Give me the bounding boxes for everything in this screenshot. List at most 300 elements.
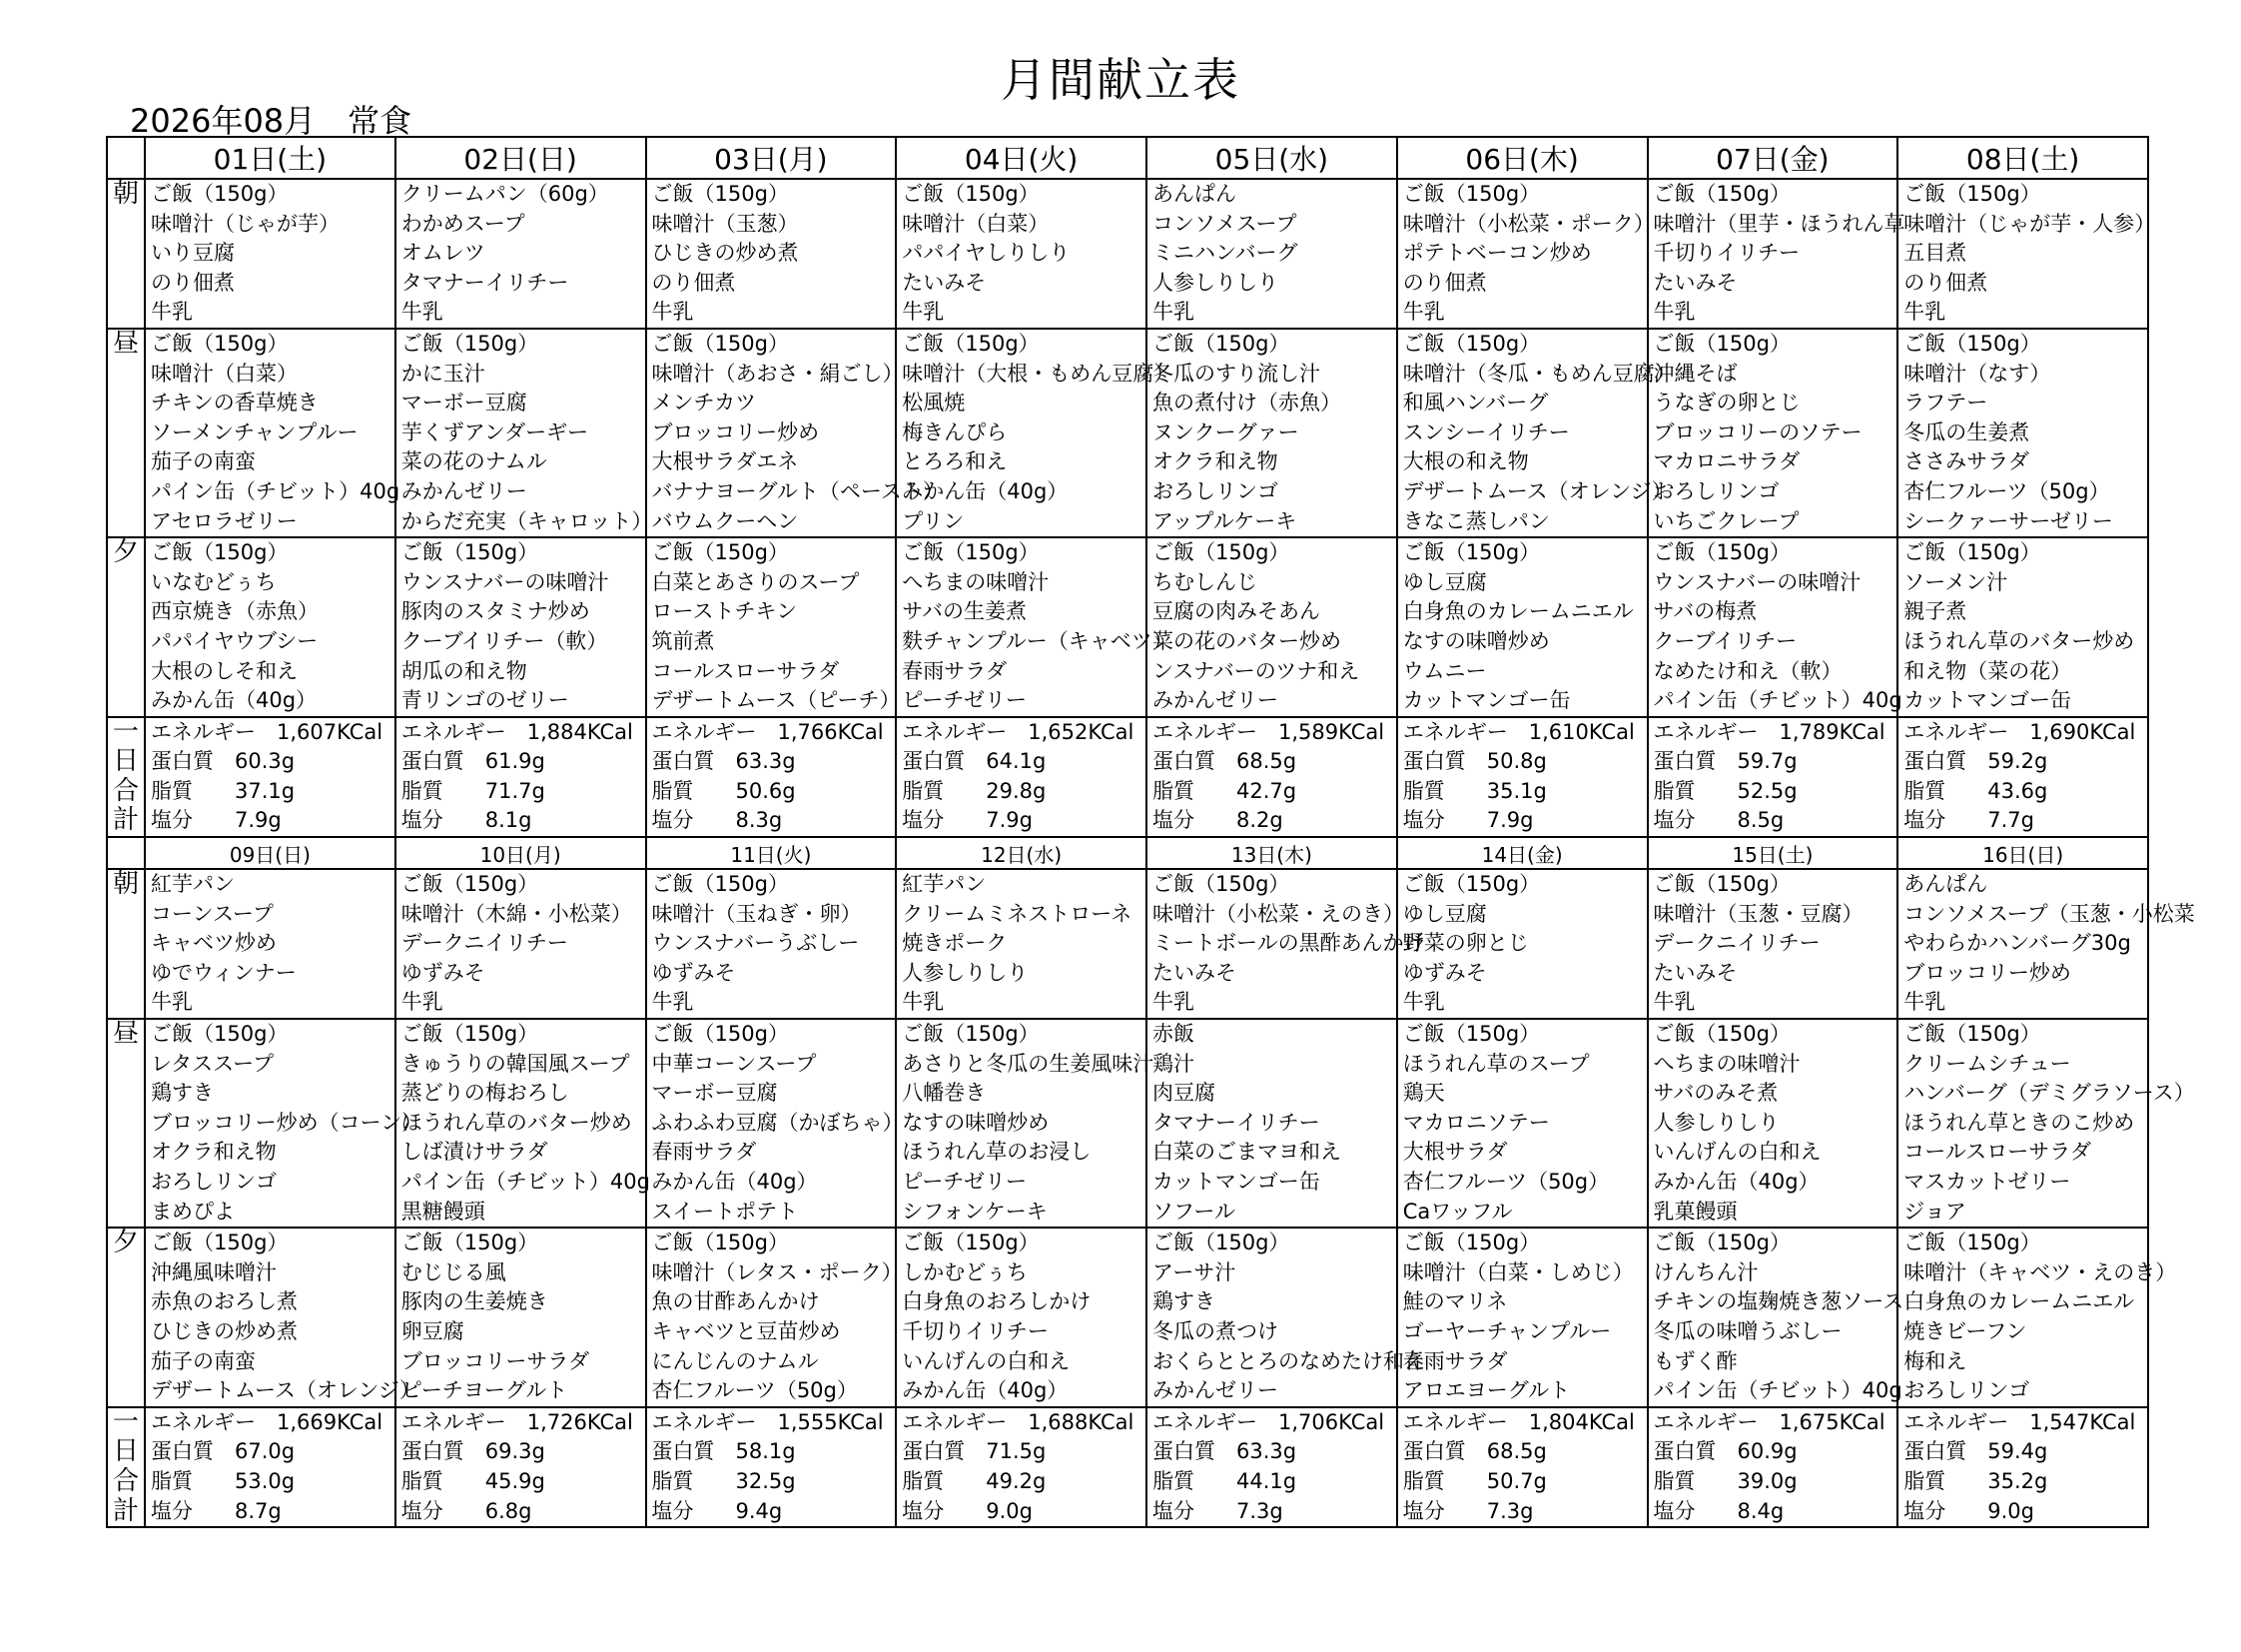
menu-item: ご飯（150g） [1653, 540, 1791, 565]
menu-item: 味噌汁（里芋・ほうれん草 [1653, 211, 1905, 236]
nutrition-value: エネルギー 1,789KCal [1653, 719, 1885, 744]
menu-item: ご飯（150g） [902, 1022, 1040, 1047]
menu-item: 野菜の卵とじ [1402, 931, 1529, 956]
menu-item: のり佃煮 [151, 270, 235, 295]
menu-item: 杏仁フルーツ（50g） [1903, 478, 2110, 503]
page-title: 月間献立表 [1001, 53, 1240, 107]
menu-item: 白菜のごまマヨ和え [1152, 1140, 1341, 1165]
nutrition-value: 蛋白質 69.3g [400, 1439, 545, 1464]
menu-item: 牛乳 [902, 990, 945, 1015]
menu-item: 牛乳 [1152, 990, 1194, 1015]
menu-item: 菜の花のナムル [400, 449, 547, 474]
date-header: 05日(水) [1146, 137, 1397, 179]
daily-total-label-char: 合 [112, 1465, 139, 1496]
menu-item: 大根の和え物 [1402, 449, 1529, 474]
menu-item: デザートムース（オレンジ） [1402, 478, 1673, 503]
menu-item: ブロッコリーサラダ [400, 1348, 590, 1373]
menu-item: へちまの味噌汁 [902, 569, 1050, 594]
breakfast-cell [145, 179, 395, 329]
menu-item: キャベツ炒め [151, 931, 277, 956]
menu-item: 赤飯 [1152, 1022, 1194, 1047]
menu-item: 味噌汁（なす） [1903, 361, 2051, 386]
daily-total-row [107, 717, 2148, 837]
lunch-cell [896, 1019, 1154, 1228]
menu-item: 大根サラダ [1402, 1140, 1508, 1165]
menu-item: なめたけ和え（軟） [1653, 658, 1843, 683]
date-header: 16日(日) [1897, 837, 2148, 869]
menu-item: アロエヨーグルト [1402, 1378, 1571, 1403]
lunch-cell [395, 329, 653, 537]
menu-item: みかん缶（40g） [902, 1378, 1069, 1403]
breakfast-cell [1897, 869, 2195, 1019]
menu-item: 味噌汁（キャベツ・えのき） [1903, 1259, 2177, 1284]
breakfast-cell [1648, 179, 1905, 329]
date-header: 08日(土) [1897, 137, 2148, 179]
lunch-cell [1146, 329, 1397, 537]
nutrition-value: 蛋白質 50.8g [1402, 749, 1547, 774]
menu-item: 千切りイリチー [902, 1318, 1049, 1343]
menu-item: ブロッコリー炒め [1903, 960, 2071, 985]
menu-item: 西京焼き（赤魚） [151, 599, 319, 624]
nutrition-value: エネルギー 1,610KCal [1402, 719, 1635, 744]
nutrition-cell [1648, 717, 1898, 837]
nutrition-value: 蛋白質 59.4g [1903, 1439, 2048, 1464]
menu-item: 紅芋パン [151, 872, 235, 897]
menu-item: 肉豆腐 [1152, 1081, 1215, 1106]
menu-item: たいみそ [1152, 960, 1236, 985]
menu-item: 紅芋パン [902, 872, 987, 897]
menu-item: 大根サラダエネ [651, 449, 799, 474]
menu-item: みかんゼリー [1152, 1378, 1278, 1403]
menu-item: ほうれん草のスープ [1402, 1051, 1590, 1076]
menu-item: ご飯（150g） [1152, 1231, 1290, 1255]
nutrition-value: 脂質 37.1g [151, 778, 296, 803]
menu-item: 白身魚のおろしかけ [902, 1289, 1092, 1314]
menu-item: ご飯（150g） [1653, 1022, 1791, 1047]
daily-total-label-char: 日 [112, 1436, 139, 1467]
breakfast-cell [896, 869, 1146, 1019]
menu-item: 牛乳 [1903, 990, 1946, 1015]
menu-item: 味噌汁（白菜） [151, 361, 298, 386]
dinner-cell [646, 537, 901, 717]
menu-item: ひじきの炒め煮 [151, 1318, 298, 1343]
menu-item: 牛乳 [902, 300, 945, 325]
menu-item: きなこ蒸しパン [1402, 508, 1550, 533]
menu-item: ご飯（150g） [151, 540, 289, 565]
dinner-cell [145, 1228, 420, 1407]
menu-item: きゅうりの韓国風スープ [400, 1051, 630, 1076]
menu-item: 魚の甘酢あんかけ [651, 1289, 820, 1314]
menu-item: 魚の煮付け（赤魚） [1152, 391, 1341, 415]
dinner-label: 夕 [107, 537, 145, 717]
nutrition-value: エネルギー 1,688KCal [902, 1409, 1134, 1434]
menu-item: 白身魚のカレームニエル [1402, 599, 1634, 624]
date-header: 04日(火) [896, 137, 1146, 179]
menu-item: みかんゼリー [400, 478, 527, 503]
nutrition-value: 塩分 7.9g [1402, 808, 1534, 833]
menu-item: ご飯（150g） [1402, 182, 1541, 206]
breakfast-cell [395, 179, 646, 329]
menu-item: 豚肉の生姜焼き [400, 1289, 548, 1314]
menu-item: ピーチヨーグルト [400, 1378, 568, 1403]
menu-item: おくらととろのなめたけ和え [1152, 1348, 1425, 1373]
nutrition-value: 脂質 29.8g [902, 778, 1047, 803]
daily-total-label [107, 1407, 145, 1527]
nutrition-cell [1397, 717, 1648, 837]
menu-item: メンチカツ [651, 391, 757, 415]
menu-item: ご飯（150g） [1653, 1231, 1791, 1255]
menu-item: ゆずみそ [651, 960, 736, 985]
lunch-cell [1146, 1019, 1397, 1228]
daily-total-label-char: 一 [112, 1406, 139, 1437]
menu-item: 牛乳 [151, 300, 193, 325]
menu-item: クーブイリチー（軟） [400, 628, 608, 653]
menu-item: 乳菓饅頭 [1653, 1199, 1738, 1224]
menu-item: サバの生姜煮 [902, 599, 1027, 624]
menu-item: 牛乳 [651, 990, 694, 1015]
menu-item: 千切りイリチー [1653, 241, 1801, 266]
nutrition-value: 蛋白質 64.1g [902, 749, 1047, 774]
menu-item: アセロラゼリー [151, 508, 298, 533]
menu-item: ゴーヤーチャンプルー [1402, 1318, 1612, 1343]
menu-item: 鮭のマリネ [1402, 1289, 1508, 1314]
menu-item: ご飯（150g） [902, 331, 1040, 356]
menu-item: 人参しりしり [902, 960, 1029, 985]
menu-item: ほうれん草のバター炒め [1903, 628, 2135, 653]
menu-item: 和え物（菜の花） [1903, 658, 2072, 683]
nutrition-value: 塩分 7.3g [1402, 1498, 1534, 1523]
menu-item: ご飯（150g） [1653, 182, 1791, 206]
daily-total-row [107, 1407, 2148, 1527]
nutrition-value: 塩分 9.0g [1903, 1498, 2034, 1523]
dinner-cell [1397, 1228, 1648, 1407]
menu-item: みかん缶（40g） [1653, 1170, 1820, 1194]
menu-item: 人参しりしり [1152, 270, 1278, 295]
menu-item: ミートボールの黒酢あんかけ [1152, 931, 1425, 956]
menu-item: パイン缶（チビット）40g [1653, 1378, 1902, 1403]
nutrition-value: 蛋白質 60.9g [1653, 1439, 1798, 1464]
breakfast-row [107, 179, 2148, 329]
nutrition-value: エネルギー 1,766KCal [651, 719, 884, 744]
menu-item: 豆腐の肉みそあん [1152, 599, 1320, 624]
dinner-cell [395, 1228, 646, 1407]
breakfast-cell [646, 869, 897, 1019]
nutrition-value: 塩分 6.8g [400, 1498, 532, 1523]
menu-item: みかん缶（40g） [902, 478, 1069, 503]
menu-item: ブロッコリー炒め（コーン） [151, 1110, 423, 1135]
menu-item: ゆし豆腐 [1402, 901, 1487, 926]
menu-item: 杏仁フルーツ（50g） [651, 1378, 858, 1403]
menu-item: ポテトベーコン炒め [1402, 241, 1592, 266]
menu-item: 鶏すき [151, 1081, 214, 1106]
dinner-cell [646, 1228, 903, 1407]
nutrition-value: エネルギー 1,547KCal [1903, 1409, 2136, 1434]
nutrition-cell [1397, 1407, 1648, 1527]
menu-item: デザートムース（ピーチ） [651, 688, 901, 713]
daily-total-label-char: 計 [112, 1495, 139, 1526]
nutrition-value: 脂質 49.2g [902, 1468, 1047, 1493]
lunch-cell [1397, 329, 1676, 537]
menu-item: 黒糖饅頭 [400, 1199, 485, 1224]
menu-item: 大根のしそ和え [151, 658, 298, 683]
menu-item: クリームシチュー [1903, 1051, 2071, 1076]
menu-item: 牛乳 [1903, 300, 1946, 325]
menu-item: カットマンゴー缶 [1402, 688, 1571, 713]
nutrition-cell [395, 717, 646, 837]
lunch-row [107, 1019, 2148, 1228]
menu-item: マーボー豆腐 [400, 391, 527, 415]
menu-item: 鶏天 [1402, 1081, 1445, 1106]
menu-item: コンソメスープ [1152, 211, 1297, 236]
menu-item: 芋くずアンダーギー [400, 419, 589, 444]
menu-item: ご飯（150g） [902, 540, 1040, 565]
menu-item: 冬瓜の煮つけ [1152, 1318, 1278, 1343]
nutrition-cell [646, 717, 897, 837]
menu-item: クリームミネストローネ [902, 901, 1132, 926]
menu-item: 焼きビーフン [1903, 1318, 2027, 1343]
menu-item: 和風ハンバーグ [1402, 391, 1549, 415]
menu-item: 味噌汁（玉ねぎ・卵） [651, 901, 862, 926]
menu-item: 牛乳 [651, 300, 694, 325]
menu-item: 卵豆腐 [400, 1318, 464, 1343]
menu-item: 冬瓜のすり流し汁 [1152, 361, 1320, 386]
nutrition-cell [1897, 717, 2148, 837]
nutrition-value: 脂質 50.6g [651, 778, 796, 803]
menu-item: 鶏すき [1152, 1289, 1215, 1314]
date-header-row [107, 837, 2148, 869]
menu-item: おろしリンゴ [1152, 478, 1278, 503]
dinner-cell [1897, 537, 2148, 717]
menu-item: ご飯（150g） [1903, 540, 2041, 565]
menu-item: サバのみそ煮 [1653, 1081, 1779, 1106]
nutrition-value: 蛋白質 71.5g [902, 1439, 1047, 1464]
menu-item: ゆでウィンナー [151, 960, 297, 985]
menu-item: バナナヨーグルト（ペースト） [651, 478, 944, 503]
nutrition-value: 脂質 53.0g [151, 1468, 296, 1493]
nutrition-value: 塩分 9.0g [902, 1498, 1033, 1523]
nutrition-value: 蛋白質 60.3g [151, 749, 296, 774]
menu-item: ちむしんじ [1152, 569, 1257, 594]
menu-item: アーサ汁 [1152, 1259, 1236, 1284]
nutrition-value: 塩分 8.7g [151, 1498, 282, 1523]
menu-item: スイートポテト [651, 1199, 799, 1224]
menu-item: Caワッフル [1402, 1199, 1513, 1224]
menu-item: にんじんのナムル [651, 1348, 819, 1373]
menu-item: ご飯（150g） [651, 1022, 789, 1047]
menu-item: ご飯（150g） [902, 1231, 1040, 1255]
breakfast-cell [1146, 869, 1425, 1019]
menu-item: 牛乳 [151, 990, 193, 1015]
nutrition-value: エネルギー 1,690KCal [1903, 719, 2136, 744]
menu-item: ご飯（150g） [651, 1231, 789, 1255]
menu-item: ウンスナバーの味噌汁 [1653, 569, 1862, 594]
menu-item: ご飯（150g） [651, 331, 789, 356]
menu-item: とろろ和え [902, 449, 1008, 474]
menu-item: むじじる風 [400, 1259, 506, 1284]
menu-item: オクラ和え物 [151, 1140, 277, 1165]
nutrition-value: 蛋白質 61.9g [400, 749, 545, 774]
menu-item: オムレツ [400, 241, 485, 266]
menu-item: クーブイリチー [1653, 628, 1798, 653]
menu-item: かに玉汁 [400, 361, 485, 386]
menu-item: プリン [902, 508, 965, 533]
lunch-cell [1897, 1019, 2195, 1228]
menu-item: コーンスープ [151, 901, 274, 926]
menu-item: ご飯（150g） [400, 540, 539, 565]
nutrition-value: 塩分 7.9g [902, 808, 1033, 833]
nutrition-value: 塩分 8.2g [1152, 808, 1283, 833]
menu-item: 春雨サラダ [902, 658, 1008, 683]
breakfast-cell [1397, 179, 1655, 329]
dinner-row [107, 1228, 2148, 1407]
nutrition-value: 蛋白質 58.1g [651, 1439, 796, 1464]
menu-item: いなむどぅち [151, 569, 277, 594]
menu-item: たいみそ [1653, 270, 1738, 295]
menu-item: あさりと冬瓜の生姜風味汁 [902, 1051, 1154, 1076]
nutrition-value: 脂質 50.7g [1402, 1468, 1547, 1493]
breakfast-cell [646, 179, 897, 329]
breakfast-cell [395, 869, 646, 1019]
menu-item: スンシーイリチー [1402, 419, 1570, 444]
nutrition-value: 塩分 7.9g [151, 808, 282, 833]
lunch-cell [1897, 329, 2148, 537]
menu-item: コンソメスープ（玉葱・小松菜 [1903, 901, 2195, 926]
menu-item: タマナーイリチー [400, 270, 569, 295]
menu-item: 味噌汁（冬瓜・もめん豆腐） [1402, 361, 1676, 386]
lunch-cell [145, 1019, 423, 1228]
menu-item: ご飯（150g） [1903, 331, 2041, 356]
nutrition-value: 脂質 71.7g [400, 778, 545, 803]
menu-item: 筑前煮 [651, 628, 715, 653]
menu-item: あんぱん [1903, 872, 1988, 897]
breakfast-label: 朝 [107, 869, 145, 1019]
breakfast-row [107, 869, 2148, 1019]
menu-item: ご飯（150g） [1402, 872, 1541, 897]
menu-item: ピーチゼリー [902, 1170, 1027, 1194]
lunch-cell [395, 1019, 650, 1228]
nutrition-value: 蛋白質 67.0g [151, 1439, 296, 1464]
menu-item: ご飯（150g） [1402, 1231, 1541, 1255]
menu-item: からだ充実（キャロット） [400, 508, 653, 533]
menu-item: ソフール [1152, 1199, 1235, 1224]
menu-item: ご飯（150g） [1402, 331, 1541, 356]
nutrition-value: 蛋白質 59.7g [1653, 749, 1798, 774]
menu-item: 蒸どりの梅おろし [400, 1081, 569, 1106]
menu-item: 牛乳 [1152, 300, 1194, 325]
menu-item: ご飯（150g） [1402, 540, 1541, 565]
nutrition-value: 塩分 7.7g [1903, 808, 2034, 833]
menu-item: カットマンゴー缶 [1152, 1170, 1320, 1194]
menu-item: マカロニソテー [1402, 1110, 1550, 1135]
menu-item: 菜の花のバター炒め [1152, 628, 1341, 653]
menu-item: 味噌汁（白菜） [902, 211, 1050, 236]
nutrition-value: 塩分 7.3g [1152, 1498, 1283, 1523]
menu-item: キャベツと豆苗炒め [651, 1318, 841, 1343]
menu-item: アップルケーキ [1152, 508, 1297, 533]
menu-item: 梅きんぴら [902, 419, 1008, 444]
menu-item: けんちん汁 [1653, 1259, 1759, 1284]
menu-item: ご飯（150g） [400, 872, 539, 897]
menu-item: ご飯（150g） [1152, 331, 1290, 356]
menu-item: 味噌汁（じゃが芋） [151, 211, 340, 236]
menu-item: 牛乳 [1402, 300, 1445, 325]
menu-item: ご飯（150g） [400, 1231, 539, 1255]
menu-item: やわらかハンバーグ30g [1903, 931, 2131, 956]
menu-item: ンスナバーのツナ和え [1152, 658, 1360, 683]
nutrition-value: 脂質 35.2g [1903, 1468, 2048, 1493]
menu-item: ふわふわ豆腐（かぼちゃ） [651, 1110, 904, 1135]
lunch-cell [1397, 1019, 1648, 1228]
dinner-cell [145, 537, 395, 717]
menu-item: レタススープ [151, 1051, 275, 1076]
menu-item: ご飯（150g） [1653, 331, 1791, 356]
menu-item: パイン缶（チビット）40g [400, 1170, 650, 1194]
menu-item: 五目煮 [1903, 241, 1967, 266]
menu-item: みかん缶（40g） [651, 1170, 818, 1194]
nutrition-value: エネルギー 1,726KCal [400, 1409, 633, 1434]
menu-item: おろしリンゴ [1903, 1378, 2030, 1403]
menu-item: みかんゼリー [1152, 688, 1278, 713]
daily-total-label-char: 日 [112, 746, 139, 777]
date-header: 03日(月) [646, 137, 897, 179]
menu-item: ご飯（150g） [1152, 540, 1290, 565]
menu-item: 白身魚のカレームニエル [1903, 1289, 2135, 1314]
nutrition-value: 脂質 52.5g [1653, 778, 1798, 803]
menu-item: ご飯（150g） [400, 1022, 539, 1047]
lunch-cell [646, 1019, 904, 1228]
menu-item: ご飯（150g） [1653, 872, 1791, 897]
nutrition-value: エネルギー 1,555KCal [651, 1409, 884, 1434]
menu-item: のり佃煮 [651, 270, 736, 295]
date-header: 11日(火) [646, 837, 897, 869]
menu-item: ソーメンチャンプルー [151, 419, 359, 444]
nutrition-cell [395, 1407, 646, 1527]
menu-item: 中華コーンスープ [651, 1051, 817, 1076]
breakfast-cell [1648, 869, 1898, 1019]
menu-item: 牛乳 [1653, 990, 1696, 1015]
nutrition-cell [1648, 1407, 1898, 1527]
date-header: 10日(月) [395, 837, 646, 869]
menu-item: 春雨サラダ [651, 1140, 757, 1165]
menu-item: 麩チャンプルー（キャベツ） [902, 628, 1173, 653]
menu-item: 味噌汁（玉葱） [651, 211, 799, 236]
lunch-row [107, 329, 2148, 537]
dinner-cell [1648, 537, 1902, 717]
date-header: 13日(木) [1146, 837, 1397, 869]
breakfast-cell [1897, 179, 2156, 329]
menu-item: 味噌汁（大根・もめん豆腐） [902, 361, 1175, 386]
date-header: 12日(水) [896, 837, 1146, 869]
menu-item: 茄子の南蛮 [151, 1348, 256, 1373]
menu-item: シフォンケーキ [902, 1199, 1048, 1224]
date-header-row [107, 137, 2148, 179]
menu-item: マカロニサラダ [1653, 449, 1801, 474]
nutrition-cell [1146, 1407, 1397, 1527]
nutrition-value: 脂質 32.5g [651, 1468, 796, 1493]
daily-total-label-char: 合 [112, 775, 139, 806]
menu-item: なすの味噌炒め [902, 1110, 1050, 1135]
nutrition-value: 蛋白質 68.5g [1402, 1439, 1547, 1464]
menu-item: ウンスナバーうぶしー [651, 931, 860, 956]
menu-item: 味噌汁（小松菜・ポーク） [1402, 211, 1655, 236]
menu-item: ご飯（150g） [651, 872, 789, 897]
menu-item: ラフテー [1903, 391, 1988, 415]
menu-item: 胡瓜の和え物 [400, 658, 527, 683]
dinner-cell [1146, 537, 1397, 717]
lunch-cell [145, 329, 400, 537]
menu-item: ご飯（150g） [1903, 1231, 2041, 1255]
menu-item: ご飯（150g） [151, 182, 289, 206]
